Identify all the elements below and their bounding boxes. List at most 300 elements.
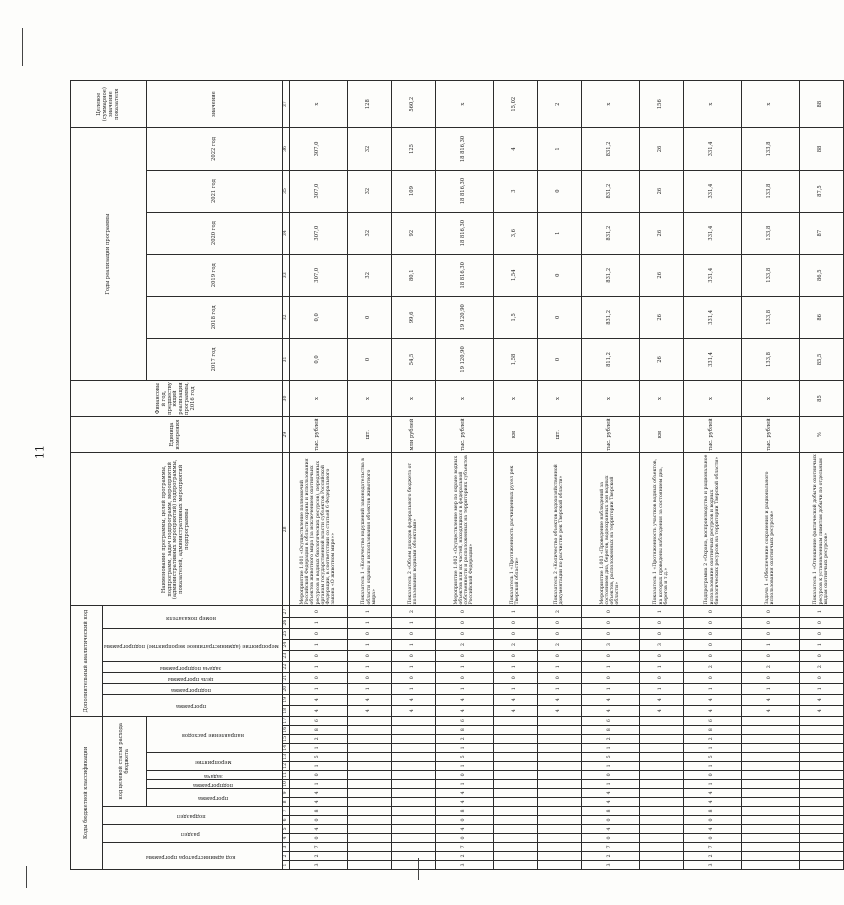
dop-code-cell: 0 (639, 650, 683, 661)
row-year-value: 54,5 (391, 338, 435, 380)
row-unit: % (799, 417, 843, 453)
row-base-year-value: x (289, 380, 347, 416)
kbk-code-cell: 2 (289, 851, 347, 860)
row-target-value: 128 (347, 81, 391, 128)
kbk-code-cell (639, 815, 683, 824)
column-number: 10 (283, 780, 289, 787)
kbk-code-cell (391, 797, 435, 806)
row-unit: тыс. рублей (435, 417, 493, 453)
column-number: 24 (282, 639, 289, 650)
row-year-value: 811,2 (581, 338, 639, 380)
row-base-year-value: x (347, 380, 391, 416)
row-base-year-value: x (435, 380, 493, 416)
dop-code-cell: 0 (741, 617, 799, 628)
row-year-value: 87,5 (799, 170, 843, 212)
kbk-code-cell: 2 (683, 734, 741, 743)
kbk-code-cell (741, 743, 799, 752)
kbk-code-cell: 0 (435, 833, 493, 842)
row-name: Задача 1 «Обеспечение сохранения и рационального использования охотничьих ресурсов» (741, 453, 799, 606)
row-year-value: 331,4 (683, 212, 741, 254)
row-year-value: 307,0 (289, 128, 347, 170)
dop-code-cell: 1 (347, 617, 391, 628)
dop-code-cell: 1 (347, 683, 391, 694)
kbk-code-cell (741, 842, 799, 851)
table-row (493, 81, 537, 870)
column-number: 15 (283, 735, 289, 742)
kbk-code-cell (741, 824, 799, 833)
row-year-value: 831,2 (581, 254, 639, 296)
column-number: 21 (282, 672, 289, 683)
dop-code-cell: 1 (493, 683, 537, 694)
kbk-code-cell (799, 752, 843, 761)
kbk-code-cell: 2 (581, 734, 639, 743)
kbk-code-cell (639, 734, 683, 743)
row-year-value: 18 816,30 (435, 170, 493, 212)
header-fin-year: Финансовый год, предшествующий реализации программы, 2016 год (71, 380, 283, 416)
kbk-code-cell: 7 (289, 842, 347, 851)
header-dop-cel: цель программы (103, 672, 283, 683)
kbk-code-cell (537, 788, 581, 797)
table-row (289, 81, 347, 870)
row-year-value: 331,4 (683, 254, 741, 296)
column-number: 16 (283, 726, 289, 733)
dop-code-cell: 4 (391, 705, 435, 716)
kbk-code-cell: 3 (435, 860, 493, 869)
kbk-code-cell (493, 725, 537, 734)
kbk-code-cell (493, 770, 537, 779)
kbk-code-cell: 0 (289, 770, 347, 779)
dop-code-cell: 2 (391, 606, 435, 617)
kbk-code-cell (639, 752, 683, 761)
kbk-code-cell (639, 743, 683, 752)
dop-code-cell: 0 (581, 650, 639, 661)
kbk-code-cell (537, 833, 581, 842)
column-number: 29 (282, 417, 289, 453)
row-year-value: 80,1 (391, 254, 435, 296)
row-target-value: 560,2 (391, 81, 435, 128)
dop-code-cell: 1 (537, 661, 581, 672)
dop-code-cell: 0 (289, 650, 347, 661)
row-base-year-value: x (537, 380, 581, 416)
row-year-value: 18 816,30 (435, 128, 493, 170)
header-podprogramma: подпрограмма (147, 779, 282, 788)
dop-code-cell: 4 (289, 694, 347, 705)
row-unit: тыс. рублей (581, 417, 639, 453)
dop-code-cell: 1 (639, 683, 683, 694)
kbk-code-cell (741, 788, 799, 797)
kbk-code-cell (347, 725, 391, 734)
header-dop-programma: программа (103, 694, 283, 716)
row-unit: млн рублей (391, 417, 435, 453)
kbk-code-cell: 1 (581, 743, 639, 752)
row-year-value: 0 (537, 254, 581, 296)
dop-code-cell: 0 (683, 617, 741, 628)
column-number: 9 (282, 788, 289, 797)
row-year-value: 19 120,90 (435, 296, 493, 338)
kbk-code-cell (639, 842, 683, 851)
kbk-code-cell (799, 824, 843, 833)
dop-code-cell: 4 (537, 705, 581, 716)
dop-code-cell: 1 (493, 661, 537, 672)
dop-code-cell: 4 (347, 705, 391, 716)
dop-code-cell: 0 (391, 628, 435, 639)
kbk-code-cell (799, 806, 843, 815)
row-year-value: 3,6 (493, 212, 537, 254)
kbk-code-cell: 4 (581, 824, 639, 833)
kbk-code-cell: 8 (289, 806, 347, 815)
row-target-value: x (683, 81, 741, 128)
header-year-2021: 2021 год (147, 170, 282, 212)
header-zadacha: задача (147, 770, 282, 779)
rotated-table-wrapper (70, 80, 829, 870)
kbk-code-cell (391, 824, 435, 833)
row-year-value: 0,0 (289, 296, 347, 338)
row-base-year-value: 85 (799, 380, 843, 416)
table-row (683, 81, 741, 870)
row-year-value: 1,58 (493, 338, 537, 380)
kbk-code-cell: 3 (581, 860, 639, 869)
row-year-value: 32 (347, 254, 391, 296)
column-number: 22 (282, 661, 289, 672)
kbk-code-cell: 7 (581, 842, 639, 851)
kbk-code-cell (493, 806, 537, 815)
kbk-code-cell: 5 (435, 752, 493, 761)
kbk-code-cell (493, 851, 537, 860)
kbk-code-cell (537, 725, 581, 734)
column-number: 4 (282, 833, 289, 842)
row-year-value: 133,8 (741, 212, 799, 254)
dop-code-cell: 1 (799, 606, 843, 617)
row-year-value: 92 (391, 212, 435, 254)
dop-code-cell: 0 (347, 650, 391, 661)
dop-code-cell: 0 (537, 628, 581, 639)
kbk-code-cell: 0 (683, 833, 741, 842)
kbk-code-cell (347, 833, 391, 842)
kbk-code-cell: 1 (435, 779, 493, 788)
kbk-code-cell (799, 725, 843, 734)
kbk-code-cell (347, 788, 391, 797)
row-unit: км (639, 417, 683, 453)
kbk-code-cell: 1 (581, 761, 639, 770)
dop-code-cell: 4 (741, 705, 799, 716)
table-row (799, 81, 843, 870)
dop-code-cell: 4 (493, 705, 537, 716)
dop-code-cell: 4 (493, 694, 537, 705)
table-body (289, 81, 843, 870)
table-row (347, 81, 391, 870)
dop-code-cell: 0 (741, 672, 799, 683)
kbk-code-cell: 0 (581, 815, 639, 824)
table-row (581, 81, 639, 870)
kbk-code-cell: 1 (683, 743, 741, 752)
kbk-code-cell: 8 (683, 725, 741, 734)
kbk-code-cell: 4 (683, 788, 741, 797)
header-target-value: значение (147, 81, 282, 128)
row-year-value: 18 816,30 (435, 212, 493, 254)
dop-code-cell: 4 (435, 694, 493, 705)
column-number: 34 (282, 212, 289, 254)
kbk-code-cell (741, 797, 799, 806)
dop-code-cell: 0 (493, 672, 537, 683)
column-number: 25 (282, 628, 289, 639)
kbk-code-cell: 2 (289, 734, 347, 743)
header-dop-group: Дополнительный аналитический код (71, 606, 103, 716)
kbk-code-cell (639, 761, 683, 770)
kbk-code-cell: 8 (435, 725, 493, 734)
dop-code-cell: 1 (391, 683, 435, 694)
dop-code-cell: 0 (683, 628, 741, 639)
kbk-code-cell (741, 734, 799, 743)
kbk-code-cell (537, 797, 581, 806)
kbk-code-cell: 1 (683, 779, 741, 788)
dop-code-cell: 0 (639, 628, 683, 639)
kbk-code-cell (741, 770, 799, 779)
kbk-code-cell (799, 833, 843, 842)
row-year-value: 99,6 (391, 296, 435, 338)
row-year-value: 86,5 (799, 254, 843, 296)
kbk-code-cell (537, 806, 581, 815)
dop-code-cell: 0 (581, 672, 639, 683)
kbk-code-cell: 0 (289, 815, 347, 824)
kbk-code-cell (799, 716, 843, 725)
column-number-row (282, 81, 289, 870)
kbk-code-cell (347, 797, 391, 806)
row-name: Показатель 2 «Объем доходов федерального бюджета от пользования водными объектами» (391, 453, 435, 606)
dop-code-cell: 4 (639, 705, 683, 716)
dop-code-cell: 0 (537, 672, 581, 683)
column-number: 19 (282, 694, 289, 705)
column-number: 36 (282, 128, 289, 170)
dop-code-cell: 0 (435, 650, 493, 661)
kbk-code-cell (639, 860, 683, 869)
row-year-value: 307,0 (289, 254, 347, 296)
column-number: 35 (282, 170, 289, 212)
kbk-code-cell: 5 (289, 752, 347, 761)
kbk-code-cell: 0 (581, 770, 639, 779)
row-unit: тыс. рублей (289, 417, 347, 453)
dop-code-cell: 4 (347, 694, 391, 705)
kbk-code-cell (741, 725, 799, 734)
dop-code-cell: 0 (683, 639, 741, 650)
kbk-code-cell (493, 779, 537, 788)
row-year-value: 831,2 (581, 212, 639, 254)
row-unit: шт. (347, 417, 391, 453)
row-year-value: 0 (537, 296, 581, 338)
kbk-code-cell: 4 (581, 797, 639, 806)
dop-code-cell: 1 (289, 683, 347, 694)
kbk-code-cell (347, 761, 391, 770)
dop-code-cell: 4 (799, 694, 843, 705)
kbk-code-cell (799, 770, 843, 779)
dop-code-cell: 2 (683, 661, 741, 672)
dop-code-cell: 0 (435, 672, 493, 683)
column-number: 13 (283, 753, 289, 760)
dop-code-cell: 0 (391, 672, 435, 683)
column-number: 31 (282, 338, 289, 380)
row-year-value: 133,8 (741, 170, 799, 212)
kbk-code-cell (347, 752, 391, 761)
kbk-code-cell (493, 752, 537, 761)
row-year-value: 26 (639, 170, 683, 212)
row-name: Показатель 2 «Количество объектов водохозяйственной документации по расчистке рек Тверской области» (537, 453, 581, 606)
kbk-code-cell (537, 779, 581, 788)
row-unit: км (493, 417, 537, 453)
kbk-code-cell (493, 824, 537, 833)
dop-code-cell: 0 (799, 628, 843, 639)
kbk-code-cell: 0 (435, 770, 493, 779)
dop-code-cell: 0 (289, 628, 347, 639)
kbk-code-cell: 2 (435, 734, 493, 743)
row-year-value: 109 (391, 170, 435, 212)
header-podrazdel: подраздел (103, 806, 283, 824)
kbk-code-cell (639, 716, 683, 725)
kbk-code-cell (799, 779, 843, 788)
column-number: 26 (282, 617, 289, 628)
row-year-value: 32 (347, 212, 391, 254)
kbk-code-cell (799, 734, 843, 743)
header-dop-podprogramma: подпрограмма (103, 683, 283, 694)
column-number: 28 (282, 453, 289, 606)
header-programma: программа (147, 788, 282, 806)
column-number: 2 (282, 851, 289, 860)
kbk-code-cell (537, 716, 581, 725)
header-year-2020: 2020 год (147, 212, 282, 254)
header-dop-meropriyatie: мероприятие (административное мероприятие) подпрограммы (103, 628, 283, 661)
table-row (435, 81, 493, 870)
row-year-value: 307,0 (289, 212, 347, 254)
column-number: 14 (283, 744, 289, 751)
dop-code-cell: 0 (347, 628, 391, 639)
row-year-value: 32 (347, 128, 391, 170)
kbk-code-cell (347, 779, 391, 788)
kbk-code-cell: 5 (581, 752, 639, 761)
kbk-code-cell (347, 806, 391, 815)
header-dop-nomer: номер показателя (103, 606, 283, 628)
kbk-code-cell (639, 797, 683, 806)
dop-code-cell: 0 (347, 672, 391, 683)
dop-code-cell: 0 (581, 606, 639, 617)
header-target-group: Целевое (суммарное) значение показателя (71, 81, 147, 128)
dop-code-cell: 2 (741, 661, 799, 672)
row-target-value: x (435, 81, 493, 128)
dop-code-cell: 0 (639, 672, 683, 683)
kbk-code-cell: 6 (289, 716, 347, 725)
kbk-code-cell (391, 725, 435, 734)
row-year-value: 307,0 (289, 170, 347, 212)
row-year-value: 331,4 (683, 338, 741, 380)
kbk-code-cell (493, 833, 537, 842)
row-year-value: 133,8 (741, 338, 799, 380)
row-year-value: 133,8 (741, 128, 799, 170)
kbk-code-cell (799, 743, 843, 752)
row-target-value: 2 (537, 81, 581, 128)
row-year-value: 4 (493, 128, 537, 170)
row-unit: тыс. рублей (741, 417, 799, 453)
row-year-value: 19 120,90 (435, 338, 493, 380)
column-number: 3 (282, 842, 289, 851)
column-number: 8 (282, 797, 289, 806)
dop-code-cell: 4 (391, 694, 435, 705)
row-name: Показатель 1 «Отношение фактической добычи охотничьих ресурсов к установленным лимитам добычи по отдельным видам охотничьих ресурсов» (799, 453, 843, 606)
row-year-value: 0 (537, 338, 581, 380)
dop-code-cell: 0 (799, 672, 843, 683)
dop-code-cell: 2 (435, 639, 493, 650)
kbk-code-cell: 0 (435, 815, 493, 824)
header-dop-zadacha: задача подпрограммы (103, 661, 283, 672)
kbk-code-cell: 1 (289, 779, 347, 788)
kbk-code-cell (493, 743, 537, 752)
header-unit: Единица измерения (71, 417, 283, 453)
kbk-code-cell: 8 (683, 806, 741, 815)
dop-code-cell: 1 (581, 661, 639, 672)
dop-code-cell: 4 (581, 694, 639, 705)
row-year-value: 133,8 (741, 254, 799, 296)
page-number: 11 (33, 445, 47, 459)
kbk-code-cell: 4 (435, 797, 493, 806)
kbk-code-cell (537, 770, 581, 779)
dop-code-cell: 1 (391, 639, 435, 650)
dop-code-cell: 0 (741, 606, 799, 617)
column-number: 30 (282, 380, 289, 416)
kbk-code-cell (639, 788, 683, 797)
dop-code-cell: 0 (581, 617, 639, 628)
kbk-code-cell (493, 716, 537, 725)
dop-code-cell: 4 (683, 694, 741, 705)
row-base-year-value: x (639, 380, 683, 416)
kbk-code-cell: 7 (435, 842, 493, 851)
dop-code-cell: 1 (537, 683, 581, 694)
kbk-code-cell: 4 (435, 824, 493, 833)
row-year-value: 18 816,30 (435, 254, 493, 296)
row-year-value: 0 (347, 296, 391, 338)
row-year-value: 86 (799, 296, 843, 338)
row-base-year-value: x (391, 380, 435, 416)
dop-code-cell: 1 (493, 606, 537, 617)
kbk-code-cell: 5 (683, 752, 741, 761)
column-number: 17 (283, 717, 289, 724)
kbk-code-cell (639, 779, 683, 788)
kbk-code-cell (347, 860, 391, 869)
row-name: Мероприятие 1.002 «Осуществление мер по охране водных объектов или их частей, находящихся в федеральной собственности и расположенных на территориях субъектов Российской Федерации» (435, 453, 493, 606)
kbk-code-cell (493, 797, 537, 806)
dop-code-cell: 4 (799, 705, 843, 716)
kbk-code-cell (741, 851, 799, 860)
kbk-code-cell (347, 770, 391, 779)
dop-code-cell: 0 (391, 650, 435, 661)
dop-code-cell: 0 (435, 617, 493, 628)
kbk-code-cell (537, 815, 581, 824)
row-year-value: 1,54 (493, 254, 537, 296)
dop-code-cell: 0 (537, 617, 581, 628)
column-number: 32 (282, 296, 289, 338)
header-admin: код администратора программы (103, 842, 283, 869)
dop-code-cell: 4 (741, 694, 799, 705)
header-year-2022: 2022 год (147, 128, 282, 170)
kbk-code-cell (537, 743, 581, 752)
kbk-code-cell: 1 (435, 743, 493, 752)
kbk-code-cell (391, 761, 435, 770)
row-year-value: 1 (537, 212, 581, 254)
row-name: Мероприятие 1.003 «Проведение наблюдений за состоянием дна, берегов, водоохранных зон водных объектов, расположенных на территории Тверской области» (581, 453, 639, 606)
kbk-code-cell (537, 851, 581, 860)
kbk-code-cell (391, 833, 435, 842)
dop-code-cell: 0 (435, 606, 493, 617)
kbk-code-cell (347, 815, 391, 824)
row-name: Мероприятие 1.001 «Осуществление полномочий Российской Федерации в области охраны и использования объектов животного мира (за исключением охотничьих ресурсов и водных биологических ресурсов), переданных органам государственной власти субъектов Российской Федерации, в соответствии со статьей 6 Федерального закона «О животном мире»» (289, 453, 347, 606)
table-row (639, 81, 683, 870)
dop-code-cell: 0 (493, 650, 537, 661)
dop-code-cell: 0 (435, 628, 493, 639)
